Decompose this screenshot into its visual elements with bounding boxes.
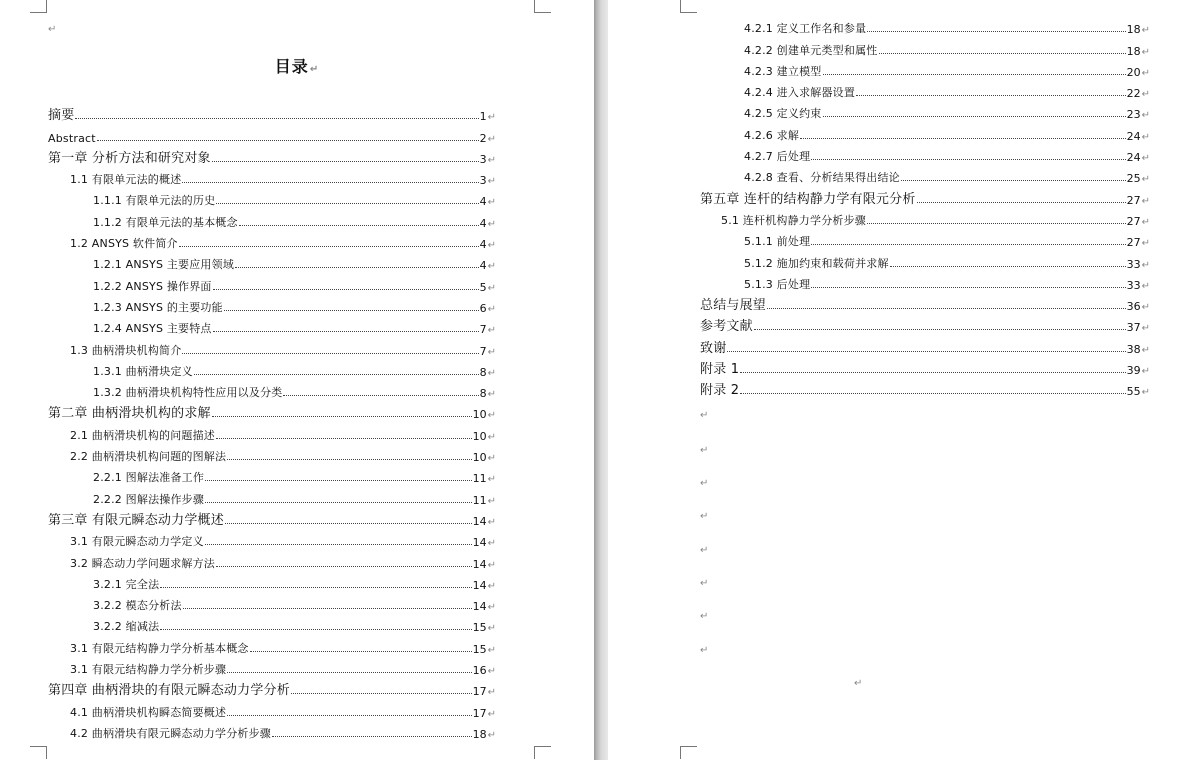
paragraph-mark: ↵ [1141, 259, 1150, 271]
paragraph-mark: ↵ [487, 431, 496, 443]
toc-entry[interactable] [700, 15, 1150, 36]
toc-entry[interactable] [700, 271, 1150, 292]
toc-page-number: 23 [1126, 108, 1141, 122]
toc-entry[interactable] [48, 613, 496, 634]
toc-leader-dots [205, 479, 472, 481]
toc-leader-dots [917, 201, 1126, 203]
toc-page-number: 27 [1126, 214, 1141, 228]
toc-entry[interactable] [48, 677, 496, 698]
toc-leader-dots [182, 352, 478, 354]
toc-entry[interactable] [700, 164, 1150, 185]
toc-page-number: 5 [479, 280, 487, 294]
toc-entry[interactable] [700, 356, 1150, 377]
toc-entry[interactable] [48, 208, 496, 229]
toc-entry[interactable] [700, 313, 1150, 334]
toc-entry-text: 4.2.3 建立模型 [744, 64, 822, 78]
paragraph-mark: ↵ [487, 325, 496, 337]
toc-leader-dots [879, 52, 1126, 54]
paragraph-mark: ↵ [700, 410, 709, 421]
toc-entry-text: 4.2.5 定义约束 [744, 107, 822, 121]
toc-entry[interactable] [48, 400, 496, 421]
toc-entry[interactable] [48, 720, 496, 741]
toc-entry[interactable] [48, 549, 496, 570]
toc-leader-dots [811, 243, 1125, 245]
toc-leader-dots [250, 650, 472, 652]
toc-page-number: 1 [479, 110, 487, 124]
toc-entry-text: 3.1 有限元瞬态动力学定义 [70, 535, 204, 549]
toc-entry-text: 4.2.6 求解 [744, 128, 800, 142]
toc-entry[interactable] [48, 464, 496, 485]
paragraph-mark: ↵ [1141, 110, 1150, 122]
toc-entry-text: 1.2.2 ANSYS 操作界面 [93, 279, 212, 293]
paragraph-mark: ↵ [1141, 280, 1150, 292]
toc-entry-text: 1.1.1 有限单元法的历史 [93, 194, 216, 208]
paragraph-mark: ↵ [1141, 323, 1150, 335]
paragraph-mark: ↵ [487, 389, 496, 401]
toc-leader-dots [160, 628, 471, 630]
toc-entry-text: 2.2.2 图解法操作步骤 [93, 492, 205, 506]
toc-entry[interactable] [700, 292, 1150, 313]
toc-entry[interactable] [48, 507, 496, 528]
toc-entry-text: 2.2 曲柄滑块机构问题的图解法 [70, 450, 227, 464]
toc-entry[interactable] [48, 336, 496, 357]
paragraph-mark: ↵ [700, 645, 709, 656]
paragraph-mark: ↵ [487, 602, 496, 614]
paragraph-mark: ↵ [487, 623, 496, 635]
page-gutter [594, 0, 608, 760]
toc-page-number: 39 [1126, 364, 1141, 378]
toc-leader-dots [901, 179, 1126, 181]
toc-leader-dots [867, 222, 1126, 224]
toc-entry-text: 4.2.7 后处理 [744, 150, 811, 164]
toc-entry[interactable] [48, 358, 496, 379]
toc-entry[interactable] [48, 421, 496, 442]
paragraph-mark: ↵ [487, 516, 496, 528]
toc-page-number: 4 [479, 216, 487, 230]
paragraph-mark: ↵ [1141, 344, 1150, 356]
paragraph-mark: ↵ [1141, 46, 1150, 58]
toc-page-number: 33 [1126, 257, 1141, 271]
toc-entry[interactable] [48, 145, 496, 166]
toc-entry[interactable] [48, 230, 496, 251]
toc-page-number: 25 [1126, 172, 1141, 186]
toc-entry[interactable] [48, 102, 496, 123]
toc-page-number: 24 [1126, 129, 1141, 143]
crop-mark-bottom-left [680, 746, 697, 759]
toc-page-number: 16 [472, 664, 487, 678]
toc-entry[interactable] [700, 36, 1150, 57]
toc-entry[interactable] [48, 656, 496, 677]
toc-leader-dots [239, 224, 479, 226]
toc-entry-text: 5.1 连杆机构静力学分析步骤 [721, 213, 866, 227]
toc-entry-text: 4.2 曲柄滑块有限元瞬态动力学分析步骤 [70, 726, 271, 740]
toc-list-right [700, 15, 1150, 398]
paragraph-mark: ↵ [1141, 238, 1150, 250]
toc-page-number: 3 [479, 152, 487, 166]
toc-entry[interactable] [48, 592, 496, 613]
toc-entry[interactable] [48, 272, 496, 293]
toc-leader-dots [227, 671, 471, 673]
toc-entry-text: 4.2.2 创建单元类型和属性 [744, 43, 878, 57]
toc-entry-text: 致谢 [700, 340, 727, 356]
toc-leader-dots [160, 586, 471, 588]
toc-page-number: 14 [472, 578, 487, 592]
toc-entry-text: 5.1.2 施加约束和载荷并求解 [744, 256, 889, 270]
paragraph-mark: ↵ [487, 112, 496, 124]
toc-leader-dots [205, 501, 472, 503]
toc-page-number: 15 [472, 642, 487, 656]
toc-entry[interactable] [48, 123, 496, 144]
paragraph-mark: ↵ [700, 545, 709, 556]
toc-entry-text: 第五章 连杆的结构静力学有限元分析 [700, 191, 916, 207]
toc-leader-dots [216, 437, 472, 439]
toc-entry-text: 2.2.1 图解法准备工作 [93, 471, 205, 485]
paragraph-mark: ↵ [700, 578, 709, 589]
paragraph-mark: ↵ [487, 708, 496, 720]
toc-page-number: 14 [472, 557, 487, 571]
crop-mark-bottom-left [30, 746, 47, 759]
toc-page-number: 27 [1126, 236, 1141, 250]
toc-leader-dots [235, 266, 479, 268]
toc-leader-dots [767, 307, 1126, 309]
toc-title[interactable] [0, 54, 594, 77]
toc-leader-dots [205, 543, 472, 545]
toc-page-number: 7 [479, 323, 487, 337]
toc-page-number: 55 [1126, 385, 1141, 399]
paragraph-mark: ↵ [1141, 366, 1150, 378]
toc-leader-dots [800, 137, 1126, 139]
toc-entry-text: 3.1 有限元结构静力学分析基本概念 [70, 641, 249, 655]
toc-page-number: 10 [472, 451, 487, 465]
toc-leader-dots [811, 158, 1125, 160]
toc-entry-text: 总结与展望 [700, 298, 767, 314]
paragraph-mark: ↵ [487, 644, 496, 656]
toc-leader-dots [823, 115, 1126, 117]
toc-entry-text: 第一章 分析方法和研究对象 [48, 150, 211, 166]
paragraph-mark: ↵ [1141, 174, 1150, 186]
toc-entry-text: 4.2.4 进入求解器设置 [744, 86, 856, 100]
toc-entry[interactable] [48, 187, 496, 208]
toc-leader-dots [227, 714, 471, 716]
paragraph-mark: ↵ [487, 133, 496, 145]
paragraph-mark: ↵ [700, 611, 709, 622]
toc-entry-text: 1.2.4 ANSYS 主要特点 [93, 322, 212, 336]
toc-leader-dots [890, 265, 1126, 267]
toc-page-number: 14 [472, 514, 487, 528]
toc-page-number: 24 [1126, 151, 1141, 165]
toc-entry[interactable] [48, 251, 496, 272]
toc-page-number: 20 [1126, 65, 1141, 79]
paragraph-mark: ↵ [1141, 216, 1150, 228]
paragraph-mark: ↵ [487, 729, 496, 741]
toc-entry-text: 摘要 [48, 108, 75, 124]
toc-page-number: 10 [472, 408, 487, 422]
toc-leader-dots [213, 330, 479, 332]
paragraph-mark: ↵ [700, 511, 709, 522]
toc-leader-dots [216, 202, 478, 204]
toc-leader-dots [179, 245, 479, 247]
toc-entry-text: 1.2.3 ANSYS 的主要功能 [93, 300, 223, 314]
paragraph-mark: ↵ [1141, 131, 1150, 143]
toc-leader-dots [194, 373, 479, 375]
crop-mark-top-right [534, 0, 551, 13]
toc-entry[interactable] [700, 121, 1150, 142]
toc-entry-text: 第二章 曲柄滑块机构的求解 [48, 406, 211, 422]
toc-page-number: 27 [1126, 193, 1141, 207]
toc-leader-dots [727, 350, 1125, 352]
toc-entry-text: 5.1.1 前处理 [744, 235, 811, 249]
paragraph-mark: ↵ [1141, 67, 1150, 79]
toc-entry[interactable] [700, 58, 1150, 79]
paragraph-mark: ↵ [1141, 195, 1150, 207]
toc-page-number: 33 [1126, 278, 1141, 292]
paragraph-mark: ↵ [487, 666, 496, 678]
paragraph-mark: ↵ [487, 538, 496, 550]
toc-entry[interactable] [700, 334, 1150, 355]
toc-entry-text: 1.1.2 有限单元法的基本概念 [93, 215, 238, 229]
paragraph-mark: ↵ [309, 64, 320, 75]
toc-leader-dots [75, 117, 478, 119]
toc-leader-dots [212, 415, 472, 417]
toc-entry[interactable] [700, 249, 1150, 270]
paragraph-mark: ↵ [487, 453, 496, 465]
toc-entry[interactable] [48, 294, 496, 315]
toc-entry[interactable] [48, 528, 496, 549]
toc-entry[interactable] [48, 698, 496, 719]
paragraph-mark: ↵ [487, 154, 496, 166]
toc-page-number: 11 [472, 472, 487, 486]
toc-entry-text: 附录 2 [700, 383, 740, 399]
toc-leader-dots [216, 565, 472, 567]
toc-page-number: 2 [479, 131, 487, 145]
toc-page-number: 4 [479, 195, 487, 209]
toc-entry-text: Abstract [48, 131, 96, 145]
paragraph-mark: ↵ [487, 474, 496, 486]
toc-leader-dots [227, 458, 471, 460]
toc-entry[interactable] [48, 485, 496, 506]
toc-entry[interactable] [700, 207, 1150, 228]
toc-page-number: 10 [472, 429, 487, 443]
toc-leader-dots [283, 394, 478, 396]
paragraph-mark: ↵ [487, 197, 496, 209]
paragraph-mark: ↵ [487, 495, 496, 507]
paragraph-mark: ↵ [1141, 153, 1150, 165]
toc-page-number: 3 [479, 174, 487, 188]
toc-entry-text: 3.1 有限元结构静力学分析步骤 [70, 663, 227, 677]
toc-leader-dots [856, 94, 1126, 96]
toc-entry[interactable] [700, 377, 1150, 398]
toc-entry-text: 4.2.8 查看、分析结果得出结论 [744, 171, 900, 185]
toc-leader-dots [182, 181, 478, 183]
paragraph-mark: ↵ [1141, 302, 1150, 314]
paragraph-mark: ↵ [487, 580, 496, 592]
toc-leader-dots [212, 160, 479, 162]
toc-page-number: 15 [472, 621, 487, 635]
toc-entry[interactable] [700, 79, 1150, 100]
toc-entry-text: 4.2.1 定义工作名和参量 [744, 22, 867, 36]
toc-page-number: 7 [479, 344, 487, 358]
toc-leader-dots [97, 139, 479, 141]
paragraph-mark: ↵ [487, 218, 496, 230]
toc-entry-text: 1.3 曲柄滑块机构简介 [70, 343, 182, 357]
toc-leader-dots [224, 309, 479, 311]
toc-leader-dots [811, 286, 1125, 288]
toc-page-number: 14 [472, 600, 487, 614]
toc-leader-dots [823, 73, 1126, 75]
toc-entry-text: 1.1 有限单元法的概述 [70, 173, 182, 187]
toc-entry[interactable] [700, 143, 1150, 164]
toc-leader-dots [740, 392, 1125, 394]
toc-entry-text: 2.1 曲柄滑块机构的问题描述 [70, 428, 215, 442]
paragraph-mark: ↵ [487, 367, 496, 379]
paragraph-mark: ↵ [487, 282, 496, 294]
toc-page-number: 6 [479, 301, 487, 315]
toc-leader-dots [213, 288, 479, 290]
toc-page-number: 37 [1126, 321, 1141, 335]
toc-page-number: 17 [472, 685, 487, 699]
toc-entry-text: 附录 1 [700, 362, 740, 378]
toc-entry[interactable] [700, 185, 1150, 206]
toc-entry-text: 3.2.2 模态分析法 [93, 599, 182, 613]
toc-page-number: 8 [479, 387, 487, 401]
toc-entry-text: 1.3.1 曲柄滑块定义 [93, 364, 193, 378]
toc-page-number: 11 [472, 493, 487, 507]
toc-page-number: 38 [1126, 342, 1141, 356]
toc-leader-dots [183, 607, 472, 609]
toc-entry[interactable] [48, 315, 496, 336]
toc-entry-text: 1.3.2 曲柄滑块机构特性应用以及分类 [93, 386, 283, 400]
paragraph-mark: ↵ [487, 303, 496, 315]
toc-entry-text: 参考文献 [700, 319, 753, 335]
toc-entry-text: 1.2 ANSYS 软件简介 [70, 237, 178, 251]
toc-entry[interactable] [700, 228, 1150, 249]
paragraph-mark: ↵ [700, 445, 709, 456]
toc-list-left [48, 102, 496, 741]
crop-mark-top-left [30, 0, 47, 13]
paragraph-mark: ↵ [487, 410, 496, 422]
crop-mark-top-left [680, 0, 697, 13]
toc-title-text: 目录 [274, 57, 309, 76]
toc-entry[interactable] [48, 379, 496, 400]
toc-entry-text: 3.2.2 缩减法 [93, 620, 160, 634]
paragraph-mark: ↵ [487, 559, 496, 571]
paragraph-mark: ↵ [1141, 25, 1150, 37]
toc-page-number: 18 [1126, 23, 1141, 37]
toc-entry-text: 第三章 有限元瞬态动力学概述 [48, 512, 224, 528]
toc-page-number: 22 [1126, 87, 1141, 101]
paragraph-mark: ↵ [487, 687, 496, 699]
toc-entry-text: 3.2.1 完全法 [93, 577, 160, 591]
toc-entry-text: 1.2.1 ANSYS 主要应用领域 [93, 258, 235, 272]
toc-leader-dots [754, 328, 1126, 330]
toc-entry[interactable] [48, 634, 496, 655]
toc-entry-text: 5.1.3 后处理 [744, 277, 811, 291]
toc-leader-dots [740, 371, 1125, 373]
paragraph-mark: ↵ [487, 346, 496, 358]
toc-page-number: 4 [479, 259, 487, 273]
paragraph-mark: ↵ [1141, 89, 1150, 101]
toc-page-number: 18 [1126, 44, 1141, 58]
toc-page-number: 8 [479, 365, 487, 379]
paragraph-mark: ↵ [487, 261, 496, 273]
crop-mark-bottom-right [534, 746, 551, 759]
toc-page-number: 4 [479, 238, 487, 252]
toc-entry-text: 3.2 瞬态动力学问题求解方法 [70, 556, 215, 570]
paragraph-mark: ↵ [487, 240, 496, 252]
toc-page-number: 17 [472, 706, 487, 720]
toc-entry[interactable] [48, 571, 496, 592]
paragraph-mark: ↵ [487, 176, 496, 188]
toc-page-number: 36 [1126, 300, 1141, 314]
toc-page-number: 18 [472, 727, 487, 741]
toc-entry[interactable] [700, 100, 1150, 121]
toc-leader-dots [272, 735, 472, 737]
toc-page-number: 14 [472, 536, 487, 550]
toc-leader-dots [225, 522, 472, 524]
paragraph-mark: ↵ [48, 24, 57, 35]
toc-leader-dots [867, 30, 1125, 32]
toc-entry[interactable] [48, 166, 496, 187]
paragraph-mark: ↵ [700, 478, 709, 489]
toc-entry-text: 4.1 曲柄滑块机构瞬态简要概述 [70, 705, 227, 719]
paragraph-mark: ↵ [1141, 387, 1150, 399]
paragraph-mark: ↵ [854, 678, 863, 689]
toc-entry-text: 第四章 曲柄滑块的有限元瞬态动力学分析 [48, 683, 290, 699]
toc-leader-dots [291, 692, 472, 694]
toc-entry[interactable] [48, 443, 496, 464]
